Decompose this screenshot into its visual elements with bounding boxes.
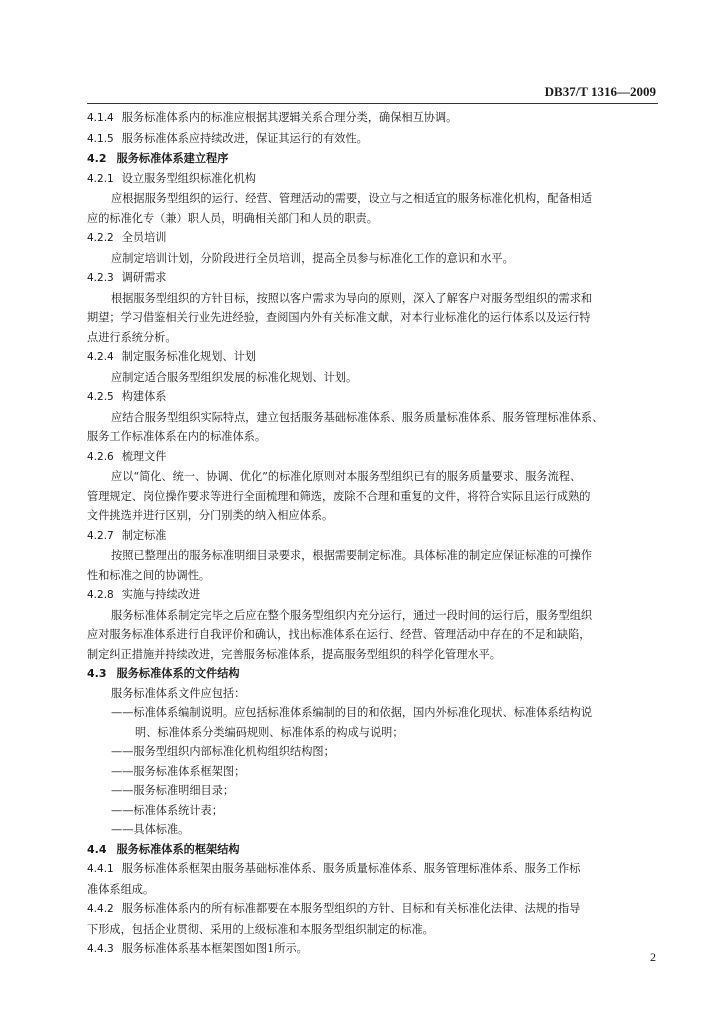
header-rule: [87, 103, 658, 104]
clause-4-4-2: 4.4.2 服务标准体系内的所有标准都要在本服务型组织的方针、目标和有关标准化法律、法规的指导: [87, 902, 581, 915]
page-number: 2: [650, 950, 656, 964]
paragraph-line: 应制定培训计划，分阶段进行全员培训，提高全员参与标准化工作的意识和水平。: [111, 251, 514, 265]
clause-4-1-5: 4.1.5 服务标准体系应持续改进，保证其运行的有效性。: [87, 131, 368, 145]
paragraph-line: 应结合服务型组织实际特点，建立包括服务基础标准体系、服务质量标准体系、服务管理标准体系、: [111, 410, 604, 424]
document-code: DB37/T 1316—2009: [544, 84, 656, 99]
clause-4-2-3: 4.2.3 调研需求: [87, 271, 167, 284]
clause-4-2-4: 4.2.4 制定服务标准化规划、计划: [87, 350, 256, 363]
clause-4-2-6: 4.2.6 梳理文件: [87, 449, 167, 463]
clause-4-2-2: 4.2.2 全员培训: [87, 231, 167, 244]
dash-list-item: ——服务型组织内部标准化机构组织结构图；: [111, 745, 335, 758]
paragraph-line: 准体系组成。: [87, 882, 155, 896]
dash-list-item: ——服务标准明细目录；: [111, 784, 235, 797]
clause-4-2-1: 4.2.1 设立服务型组织标准化机构: [87, 171, 256, 185]
clause-4-4-3: 4.4.3 服务标准体系基本框架图如图1所示。: [87, 942, 308, 955]
paragraph-line: 服务标准体系制定完毕之后应在整个服务型组织内充分运行，通过一段时间的运行后，服务型组织: [111, 608, 593, 622]
paragraph-line: 管理规定、岗位操作要求等进行全面梳理和筛选，废除不合理和重复的文件，将符合实际且运行成熟的: [87, 489, 591, 503]
clause-4-1-4: 4.1.4 服务标准体系内的标准应根据其逻辑关系合理分类，确保相互协调。: [87, 111, 458, 124]
paragraph-line: 按照已整理出的服务标准明细目录要求，根据需要制定标准。具体标准的制定应保证标准的可操作: [111, 549, 593, 562]
paragraph-line: 文件挑选并进行区别，分门别类的纳入相应体系。: [87, 509, 334, 522]
section-heading-4-4: 4.4 服务标准体系的框架结构: [87, 842, 240, 856]
paragraph-line: 应对服务标准体系进行自我评价和确认，找出标准体系在运行、经营、管理活动中存在的不足和缺陷，: [87, 628, 591, 641]
dash-list-item: ——标准体系编制说明。应包括标准体系编制的目的和依据，国内外标准化现状、标准体系结构说: [111, 706, 593, 719]
dash-list-item: ——具体标准。: [111, 823, 190, 836]
paragraph-line: 下形成，包括企业贯彻、采用的上级标准和本服务型组织制定的标准。: [87, 922, 434, 936]
paragraph-line: 应制定适合服务型组织发展的标准化规划、计划。: [111, 370, 358, 384]
clause-4-4-1: 4.4.1 服务标准体系框架由服务基础标准体系、服务质量标准体系、服务管理标准体系、服务工作标: [87, 862, 581, 875]
clause-4-2-5: 4.2.5 构建体系: [87, 390, 167, 403]
paragraph-line: 应以“简化、统一、协调、优化”的标准化原则对本服务型组织已有的服务质量要求、服务流程、: [111, 470, 582, 483]
clause-4-2-7: 4.2.7 制定标准: [87, 528, 167, 542]
dash-list-item: ——标准体系统计表；: [111, 803, 223, 817]
paragraph-line: 期望；学习借鉴相关行业先进经验，查阅国内外有关标准文献，对本行业标准化的运行体系以及运行特: [87, 311, 591, 324]
paragraph-line: 服务工作标准体系在内的标准体系。: [87, 430, 267, 443]
paragraph-line: 制定纠正措施并持续改进，完善服务标准体系，提高服务型组织的科学化管理水平。: [87, 647, 501, 661]
clause-4-2-8: 4.2.8 实施与持续改进: [87, 588, 201, 601]
paragraph-line: 性和标准之间的协调性。: [87, 568, 211, 582]
document-body: [87, 108, 657, 960]
paragraph-line: 应根据服务型组织的运行、经营、管理活动的需要，设立与之相适宜的服务标准化机构，配备相适: [111, 192, 593, 205]
paragraph-line: 服务标准体系文件应包括：: [111, 686, 246, 700]
paragraph-line: 点进行系统分析。: [87, 330, 177, 344]
dash-list-item-continuation: 明、标准体系分类编码规则、标准体系的构成与说明；: [135, 725, 404, 739]
section-heading-4-2: 4.2 服务标准体系建立程序: [87, 152, 229, 165]
paragraph-line: 应的标准化专（兼）职人员，明确相关部门和人员的职责。: [87, 211, 378, 225]
paragraph-line: 根据服务型组织的方针目标，按照以客户需求为导向的原则，深入了解客户对服务型组织的需求和: [111, 291, 593, 305]
dash-list-item: ——服务标准体系框架图；: [111, 764, 246, 778]
section-heading-4-3: 4.3 服务标准体系的文件结构: [87, 667, 240, 680]
